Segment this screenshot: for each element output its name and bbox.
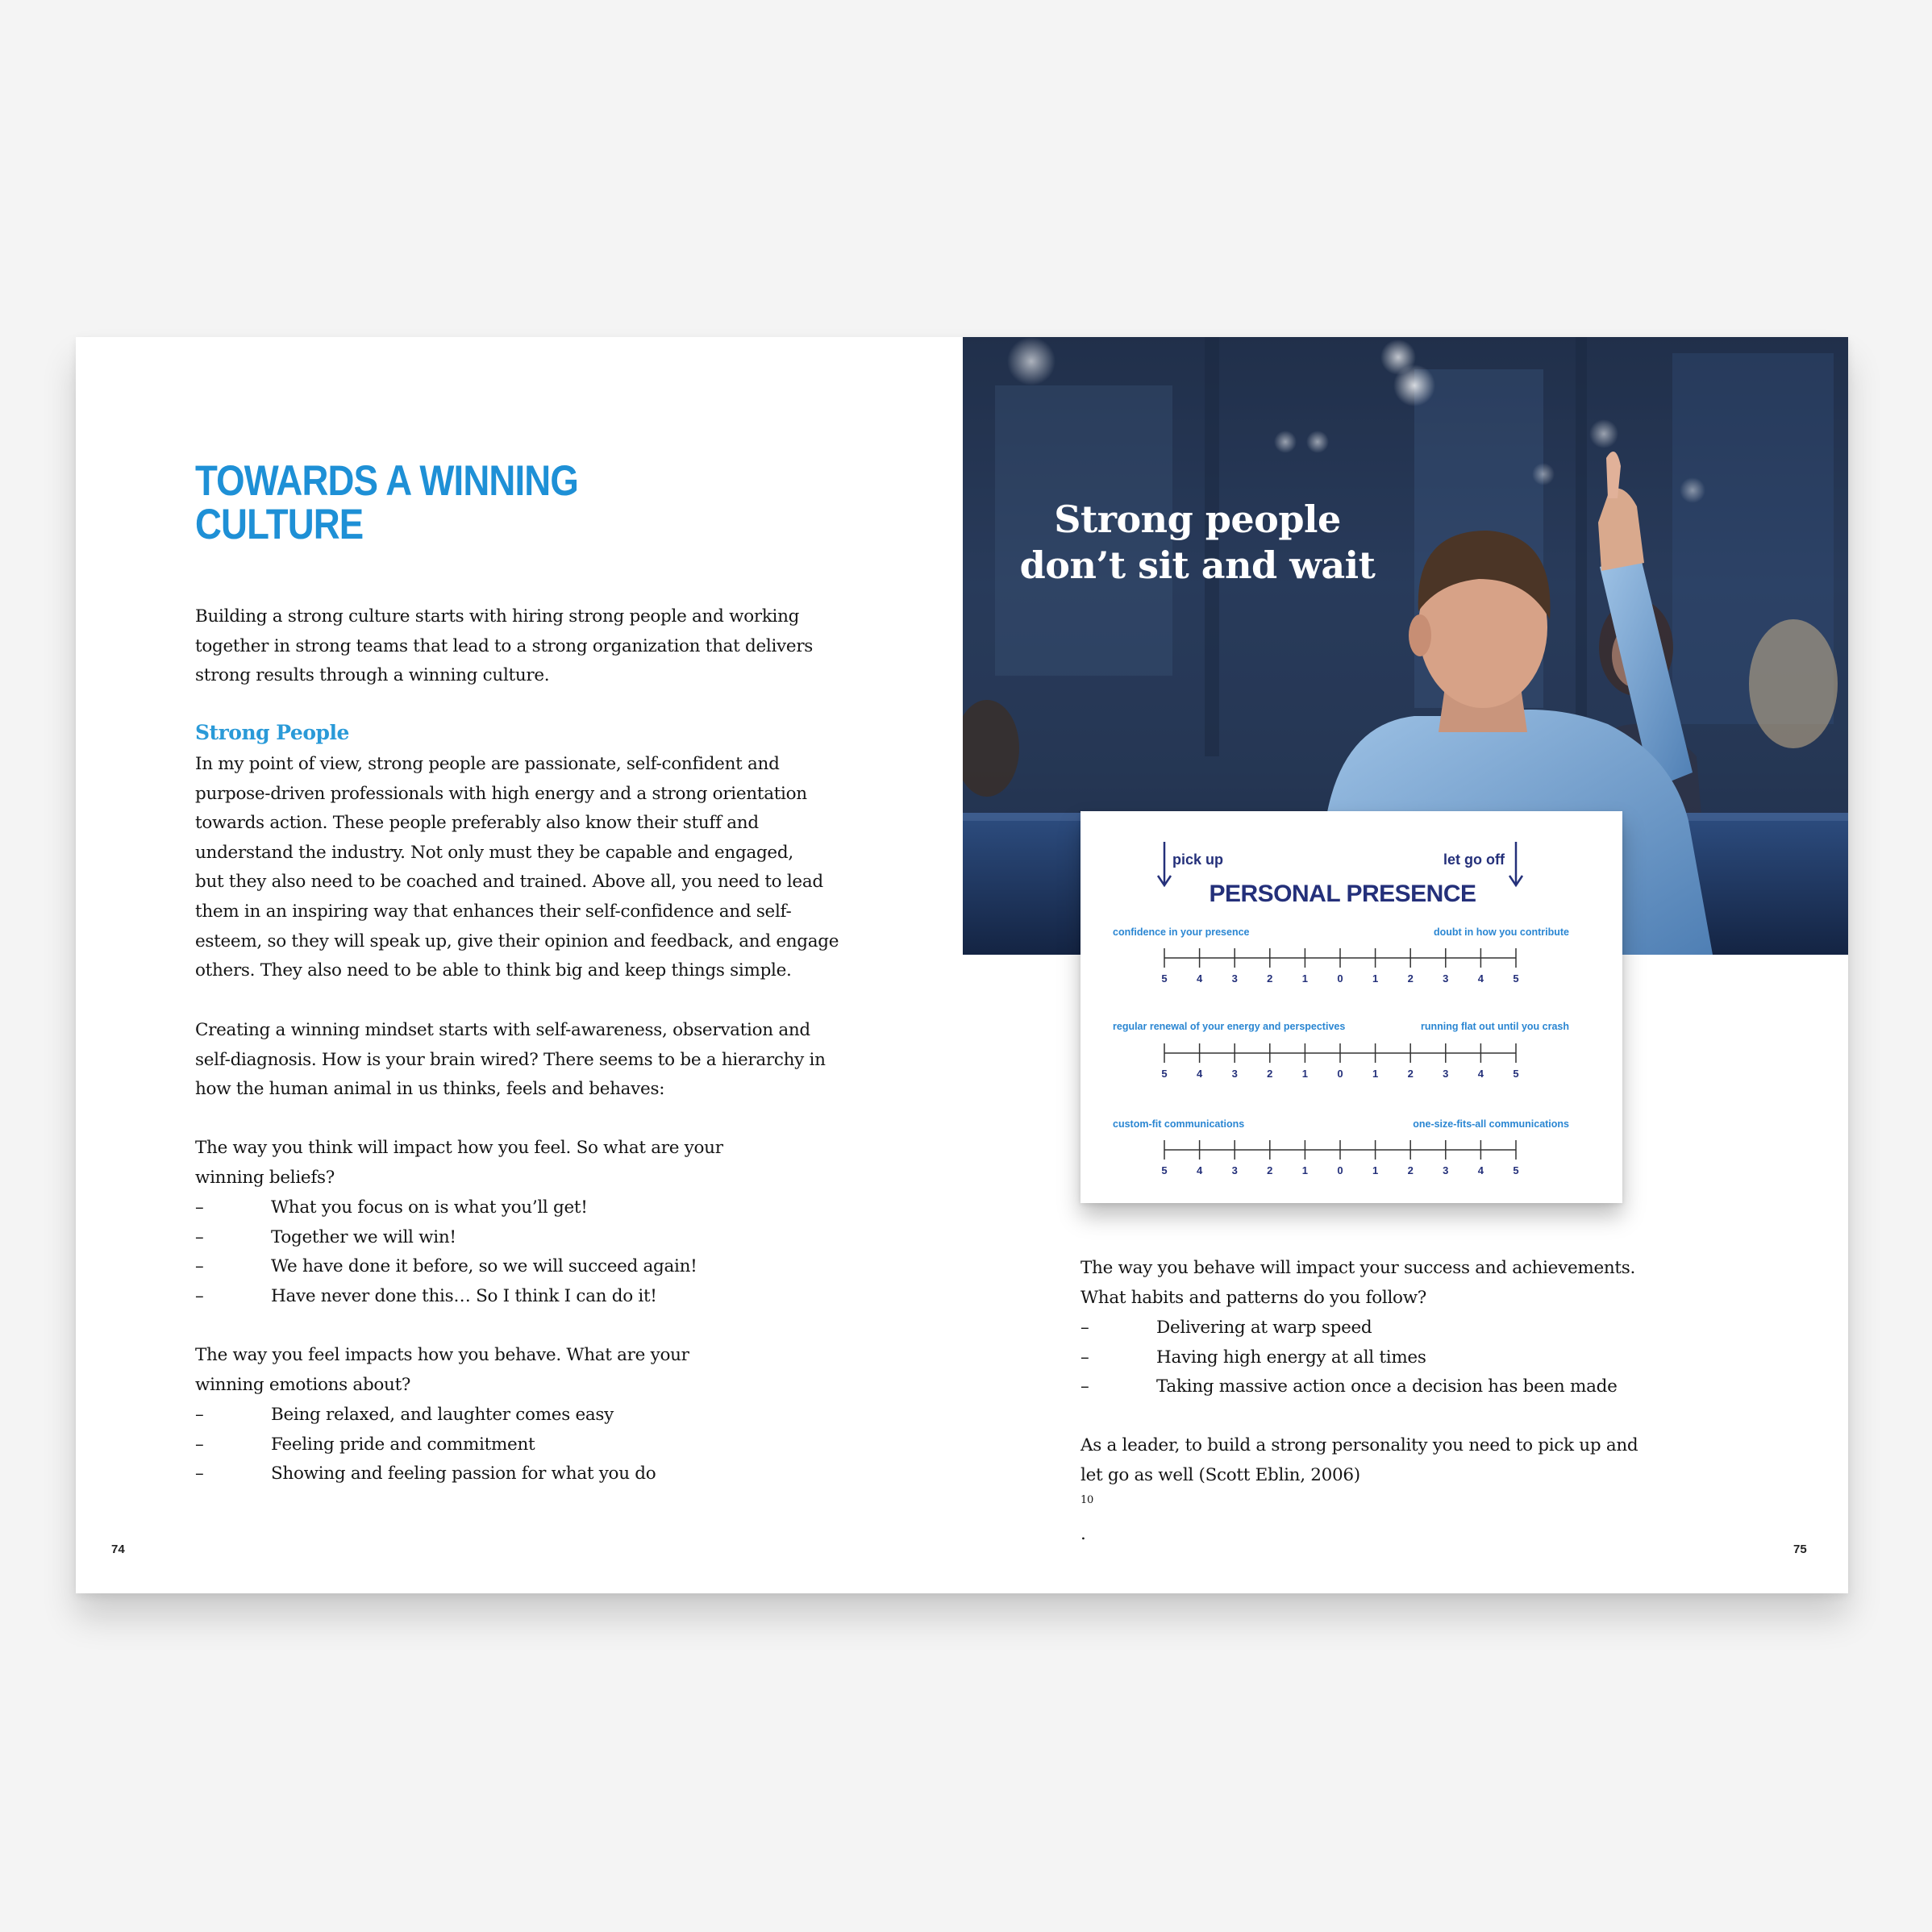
let-go-off-label: let go off: [1443, 851, 1505, 868]
scale-tick-label: 5: [1161, 1164, 1168, 1176]
think-bullet-list: [195, 1193, 697, 1311]
text-line: purpose-driven professionals with high energy and a strong orientation: [195, 783, 807, 804]
text-line: let go as well (Scott Eblin, 2006) $^{10}$ .: [1081, 1464, 1360, 1544]
scale-tick-label: 4: [1477, 1068, 1484, 1080]
subheading-strong-people: Strong People: [195, 721, 349, 744]
list-item: – Feeling pride and commitment: [195, 1434, 535, 1455]
quote-line: don’t sit and wait: [1019, 543, 1376, 587]
text-line: Creating a winning mindset starts with self-awareness, observation and: [195, 1020, 810, 1040]
text-line: how the human animal in us thinks, feels and behaves:: [195, 1079, 665, 1100]
scale-tick-label: 2: [1407, 1068, 1414, 1080]
list-item: – Together we will win!: [195, 1226, 456, 1247]
scale-2-right-label: running flat out until you crash: [1420, 1021, 1569, 1032]
scale-tick-label: 4: [1196, 1164, 1203, 1176]
list-item: – Being relaxed, and laughter comes easy: [195, 1405, 614, 1425]
text-line: As a leader, to build a strong personality you need to pick up and: [1081, 1435, 1638, 1455]
scale-tick-label: 2: [1407, 972, 1414, 985]
list-item: – Have never done this… So I think I can do it!: [195, 1285, 657, 1306]
card-title: PERSONAL PRESENCE: [1209, 881, 1476, 907]
scale-1-left-label: confidence in your presence: [1113, 926, 1250, 938]
text-line: but they also need to be coached and trained. Above all, you need to lead: [195, 872, 823, 893]
scale-tick-label: 1: [1301, 972, 1309, 985]
list-item: – Taking massive action once a decision has been made: [1081, 1376, 1618, 1397]
text-line: self-diagnosis. How is your brain wired? There seems to be a hierarchy in: [195, 1049, 826, 1070]
personal-presence-card: [1081, 811, 1622, 1203]
text-line: understand the industry. Not only must they be capable and engaged,: [195, 842, 793, 863]
text-line: towards action. These people preferably also know their stuff and: [195, 813, 759, 834]
text-line: together in strong teams that lead to a strong organization that delivers: [195, 635, 814, 656]
feel-paragraph: [195, 1341, 689, 1400]
text-line: winning emotions about?: [195, 1374, 411, 1395]
text-line: others. They also need to be able to think big and keep things simple.: [195, 960, 792, 981]
mindset-paragraph: [195, 1016, 826, 1105]
text-line: The way you think will impact how you feel. So what are your: [195, 1138, 723, 1158]
scale-tick-label: 5: [1513, 972, 1519, 985]
list-item: – What you focus on is what you’ll get!: [195, 1197, 588, 1218]
scale-tick-label: 2: [1267, 972, 1273, 985]
scale-tick-label: 0: [1337, 972, 1343, 985]
scale-tick-label: 3: [1231, 1164, 1238, 1176]
scale-tick-label: 3: [1443, 1164, 1449, 1176]
presence-scales: [1081, 811, 1622, 1203]
page-number-left: 74: [111, 1543, 125, 1556]
text-line: The way you behave will impact your success and achievements.: [1081, 1258, 1636, 1278]
list-item: – We have done it before, so we will succeed again!: [195, 1256, 697, 1277]
people-paragraph: [195, 750, 839, 986]
list-item: – Showing and feeling passion for what you do: [195, 1464, 656, 1484]
title-line: TOWARDS A WINNING: [195, 457, 578, 505]
scale-tick-label: 5: [1161, 1068, 1168, 1080]
scale-tick-label: 0: [1337, 1068, 1343, 1080]
scale-1-right-label: doubt in how you contribute: [1433, 926, 1569, 938]
text-line: In my point of view, strong people are passionate, self-confident and: [195, 754, 780, 774]
text-line: them in an inspiring way that enhances their self-confidence and self-: [195, 901, 792, 922]
intro-paragraph: [195, 602, 813, 691]
scale-tick-label: 2: [1407, 1164, 1414, 1176]
behave-paragraph: [1081, 1254, 1635, 1313]
scale-tick-label: 0: [1337, 1164, 1343, 1176]
text-line: strong results through a winning culture.: [195, 665, 550, 686]
scale-tick-label: 1: [1372, 1164, 1379, 1176]
page-number-right: 75: [1793, 1543, 1807, 1556]
scale-tick-label: 4: [1196, 972, 1203, 985]
pick-up-label: pick up: [1172, 851, 1224, 868]
photo-quote: [1000, 497, 1395, 589]
scale-tick-label: 5: [1513, 1164, 1519, 1176]
title-line: CULTURE: [195, 501, 364, 548]
down-arrow-icon: [1158, 842, 1171, 885]
scale-tick-label: 1: [1372, 972, 1379, 985]
scale-tick-label: 3: [1443, 972, 1449, 985]
text-line: winning beliefs?: [195, 1167, 335, 1188]
quote-line: Strong people: [1054, 498, 1341, 541]
scale-tick-label: 1: [1301, 1068, 1309, 1080]
scale-tick-label: 1: [1301, 1164, 1309, 1176]
scale-3-left-label: custom-fit communications: [1113, 1118, 1245, 1130]
text-line: The way you feel impacts how you behave. What are your: [195, 1345, 689, 1365]
scale-3-right-label: one-size-fits-all communications: [1413, 1118, 1569, 1130]
scale-tick-label: 2: [1267, 1164, 1273, 1176]
scale-tick-label: 4: [1477, 972, 1484, 985]
list-item: – Having high energy at all times: [1081, 1347, 1426, 1368]
text-line: esteem, so they will speak up, give their opinion and feedback, and engage: [195, 931, 839, 951]
leader-paragraph: [1081, 1431, 1638, 1549]
scale-tick-label: 3: [1443, 1068, 1449, 1080]
scale-tick-label: 3: [1231, 972, 1238, 985]
list-item: – Delivering at warp speed: [1081, 1318, 1372, 1338]
scale-tick-label: 1: [1372, 1068, 1379, 1080]
scale-tick-label: 5: [1161, 972, 1168, 985]
scale-tick-label: 4: [1196, 1068, 1203, 1080]
feel-bullet-list: [195, 1401, 656, 1489]
think-paragraph: [195, 1134, 723, 1193]
scale-tick-label: 2: [1267, 1068, 1273, 1080]
scale-tick-label: 4: [1477, 1164, 1484, 1176]
down-arrow-icon: [1509, 842, 1522, 885]
scale-2-left-label: regular renewal of your energy and perspectives: [1113, 1021, 1346, 1032]
page-title: [195, 457, 578, 548]
footnote-marker: 10: [1081, 1494, 1093, 1507]
text-line: Building a strong culture starts with hiring strong people and working: [195, 606, 800, 627]
text-line: What habits and patterns do you follow?: [1081, 1287, 1427, 1308]
behave-bullet-list: [1081, 1314, 1618, 1402]
scale-tick-label: 5: [1513, 1068, 1519, 1080]
scale-tick-label: 3: [1231, 1068, 1238, 1080]
